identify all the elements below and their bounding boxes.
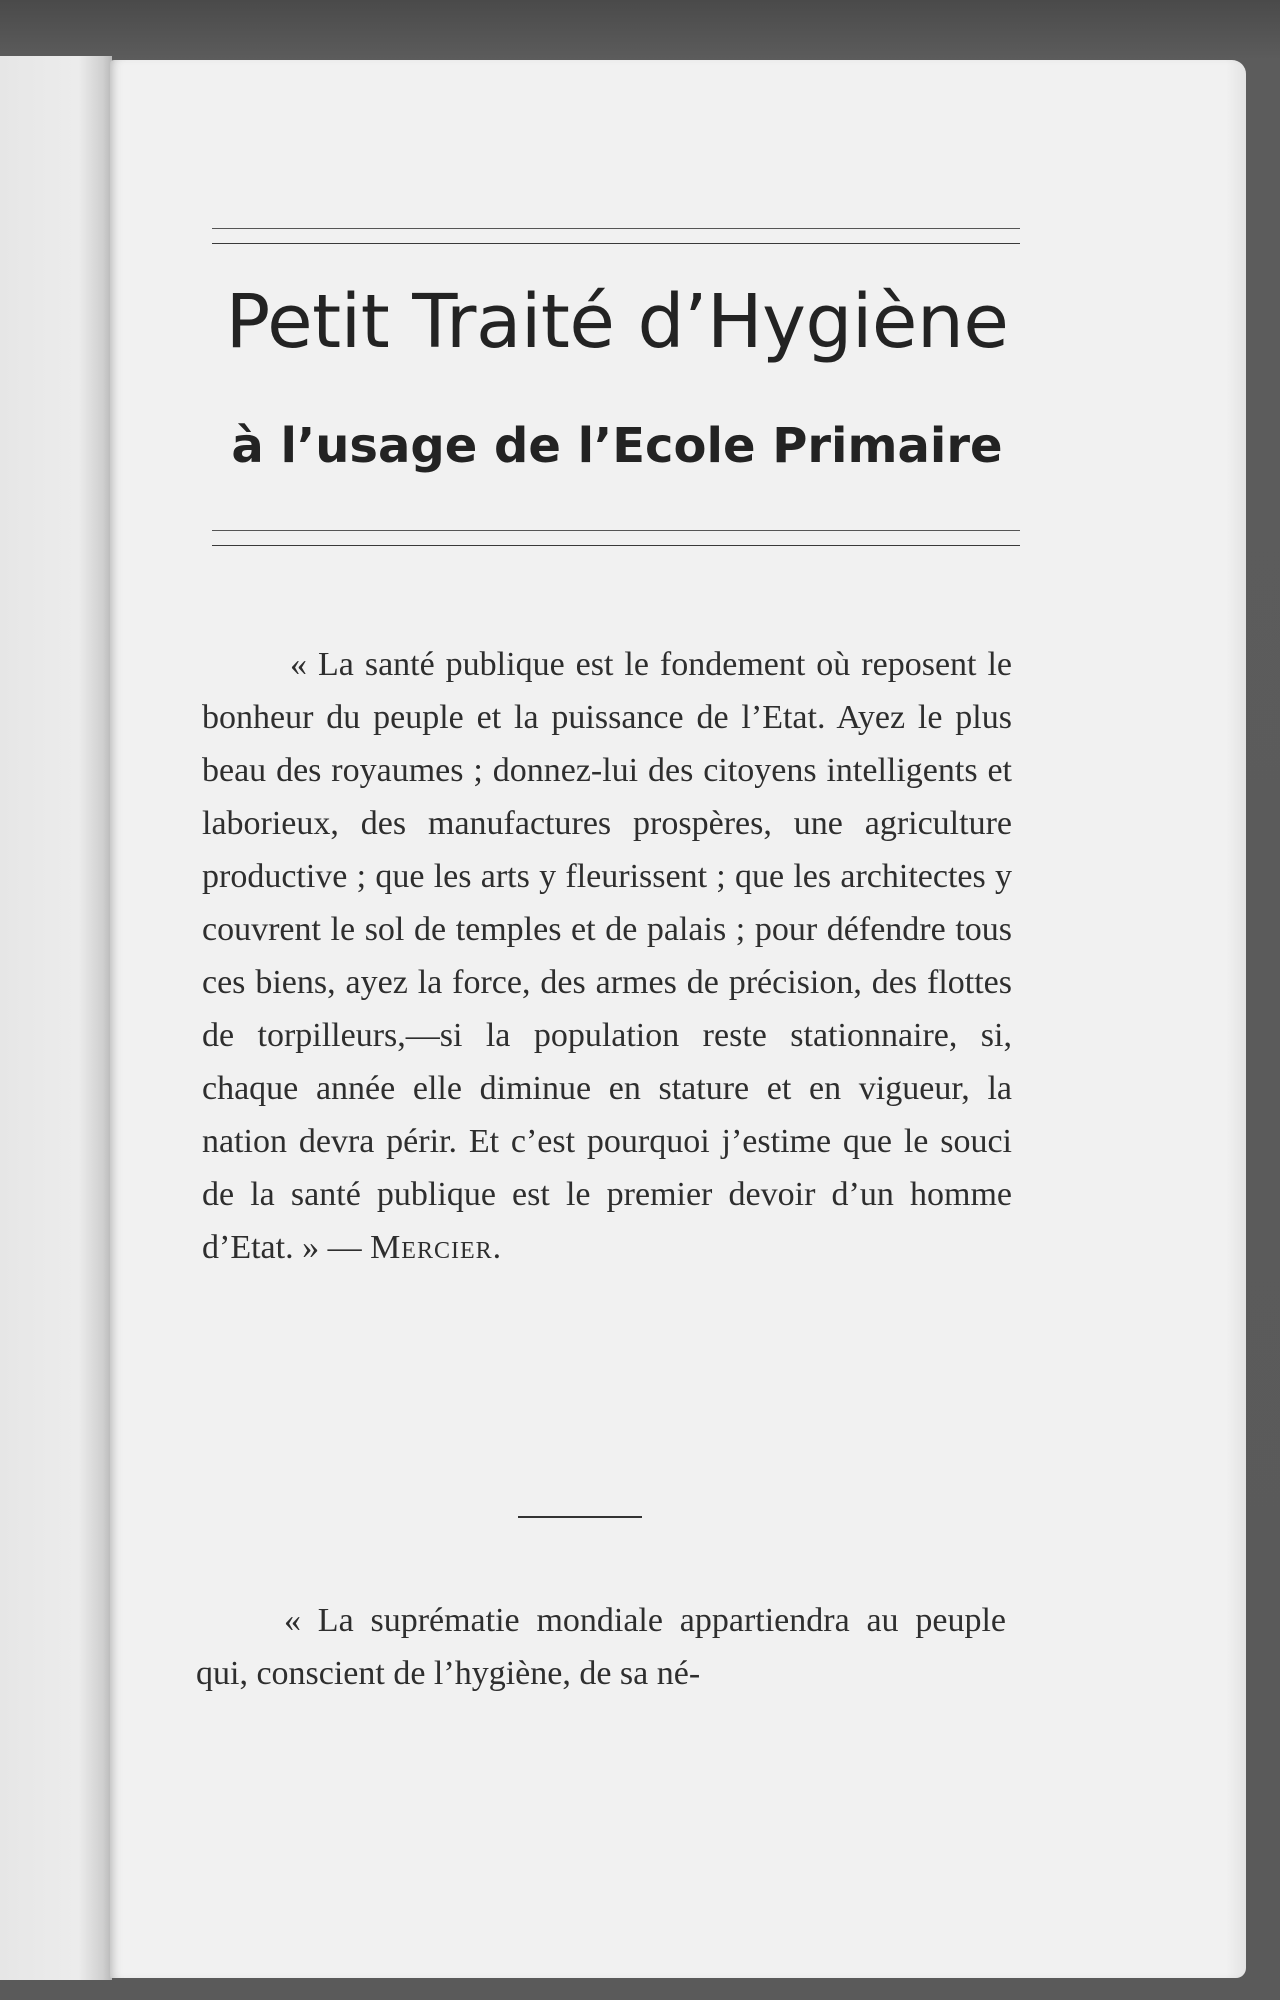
page-title: Petit Traité d’Hygiène [225,279,1009,365]
quote-mercier [202,638,1012,1274]
page-edge-shadow [1226,60,1246,1978]
bottom-rule-thick [212,545,1020,546]
quote-mercier-text: « La santé publique est le fondement où reposent le bonheur du peuple et la puissance de l’Etat. Ayez le plus beau des royaumes ; donnez-lui des citoyens intelligents et laborieux, des manufactures prospères, une agriculture productive ; que les arts y fleurissent ; que les architectes y couvrent le sol de temples et de palais ; pour défendre tous ces biens, ayez la force, des armes de précision, des flottes de torpilleurs,—si la population reste stationnaire, si, chaque année elle diminue en stature et en vigueur, la nation devra périr. Et c’est pourquoi j’estime que le souci de la santé publique est le premier devoir d’un homme d’Etat. » — [202,646,1012,1266]
quote-second-text: « La suprématie mondiale appartiendra au peuple qui, conscient de l’hygiène, de sa né- [196,1602,1006,1692]
left-page-edge [0,56,112,1980]
quote-author: Mercier. [370,1229,503,1266]
bottom-rule-thin [212,530,1020,531]
top-rule-thick [212,243,1020,244]
bottom-rules [212,530,1020,560]
top-rule-thin [212,228,1020,229]
quote-second [196,1594,1006,1700]
page-subtitle: à l’usage de l’Ecole Primaire [231,418,1003,474]
section-separator [518,1516,642,1518]
top-rules [212,228,1020,258]
